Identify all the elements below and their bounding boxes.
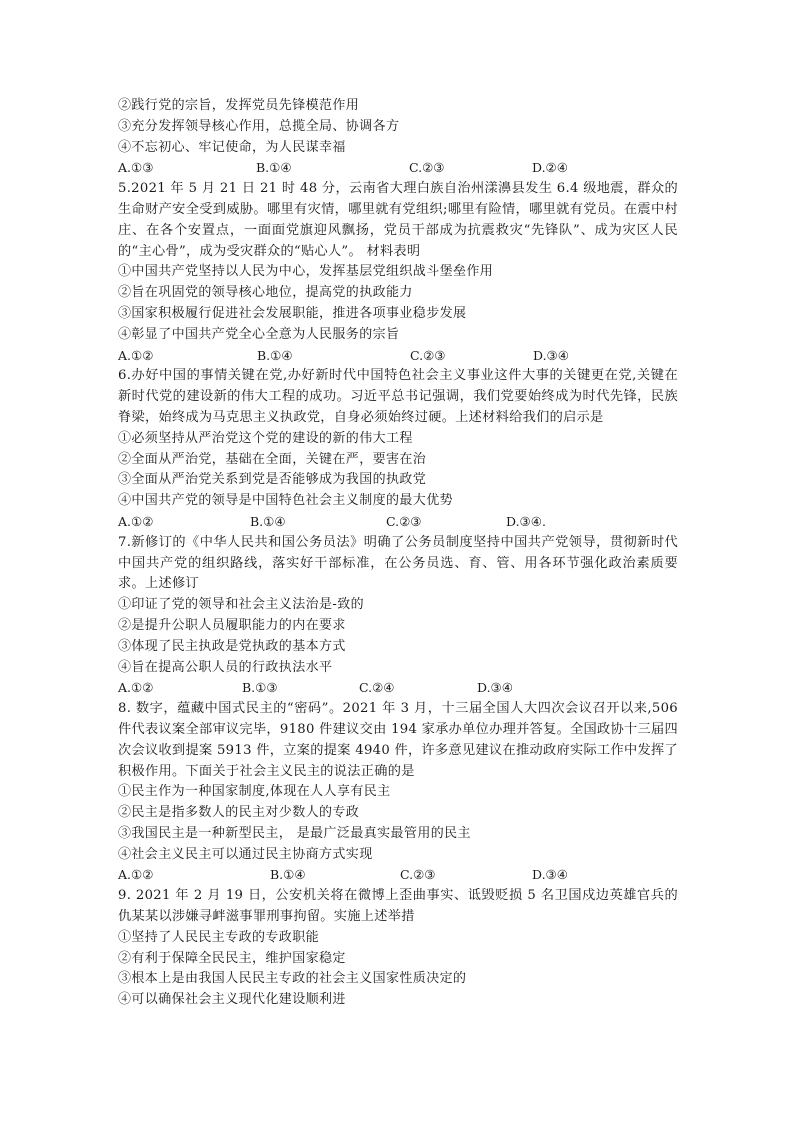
answer-item: ④旨在提高公职人员的行政执法水平 (118, 659, 333, 675)
choice-c: C.②④ (359, 680, 395, 696)
question-4-continued (118, 96, 678, 179)
answer-item: ②有利于保障全民民主，维护国家稳定 (118, 950, 346, 966)
choice-b: B.①④ (257, 347, 293, 363)
choice-row (118, 512, 678, 533)
choice-b: B.①④ (250, 513, 286, 529)
choice-a: A.①② (118, 513, 154, 529)
question-7 (118, 533, 678, 699)
choice-c: C.②③ (400, 867, 436, 883)
answer-item: ③根本上是由我国人民民主专政的社会主义国家性质决定的 (118, 971, 467, 987)
answer-item: ④社会主义民主可以通过民主协商方式实现 (118, 846, 373, 862)
choice-b: B.①③ (242, 680, 278, 696)
choice-row (118, 346, 678, 367)
answer-item: ①民主作为一种国家制度,体现在人人享有民主 (118, 784, 391, 800)
answer-item: ③全面从严治党关系到党是否能够成为我国的执政党 (118, 472, 427, 488)
answer-item: ②践行党的宗旨，发挥党员先锋模范作用 (118, 98, 360, 113)
answer-item: ④彰显了中国共产党全心全意为人民服务的宗旨 (118, 326, 400, 342)
choice-a: A.①② (118, 867, 154, 883)
answer-item: ②旨在巩固党的领导核心地位，提高党的执政能力 (118, 285, 413, 301)
question-stem: 6.办好中国的事情关键在党,办好新时代中国特色社会主义事业这件大事的关键更在党,关键在新时代党的建设新的伟大工程的成功。习近平总书记强调，我们党要始终成为时代先锋，民族脊梁，始终成为马克思主义执政党，自身必须始终过硬。上述材料给我们的启示是 (118, 368, 678, 425)
answer-item: ①中国共产党坚持以人民为中心，发挥基层党组织战斗堡垒作用 (118, 264, 494, 280)
question-stem: 7.新修订的《中华人民共和国公务员法》明确了公务员制度坚持中国共产党领导，贯彻新时代中国共产党的组织路线，落实好干部标准，在公务员选、育、管、用各环节强化政治素质要求。上述修订 (118, 534, 678, 592)
answer-item: ①坚持了人民民主专政的专政职能 (118, 929, 320, 945)
answer-item: ②民主是指多数人的民主对少数人的专政 (118, 805, 360, 821)
question-stem: 9. 2021 年 2 月 19 日，公安机关将在微博上歪曲事实、诋毁贬损 5 名卫国戍边英雄官兵的仇某某以涉嫌寻衅滋事罪刑事拘留。实施上述举措 (118, 888, 678, 925)
question-9 (118, 886, 678, 1011)
choice-b: B.①④ (270, 867, 306, 883)
answer-item: ③国家积极履行促进社会发展职能，推进各项事业稳步发展 (118, 305, 467, 321)
question-8 (118, 699, 678, 886)
answer-item: ④中国共产党的领导是中国特色社会主义制度的最大优势 (118, 493, 454, 509)
choice-d: D.②④ (532, 160, 568, 176)
choice-a: A.①② (118, 680, 154, 696)
question-5 (118, 179, 678, 366)
question-stem: 5.2021 年 5 月 21 日 21 时 48 分，云南省大理白族自治州漾濞县发生 6.4 级地震，群众的生命财产安全受到威胁。哪里有灾情，哪里就有党组织;哪里有险情，哪里就有党员。在震中村庄、在各个安置点，一面面党旗迎风飘扬，党员干部成为抗震救灾“先锋队”、成为灾区人民的“主心骨”，成为受灾群众的“贴心人”。 材料表明 (118, 181, 678, 259)
question-6 (118, 366, 678, 532)
choice-a: A.①② (118, 347, 154, 363)
choice-d: D.③④. (506, 513, 546, 529)
answer-item: ①必须坚持从严治党这个党的建设的新的伟大工程 (118, 430, 413, 446)
answer-item: ④可以确保社会主义现代化建设顺利进 (118, 992, 346, 1008)
answer-item: ④不忘初心、牢记使命，为人民谋幸福 (118, 139, 346, 155)
question-stem: 8. 数字，蕴藏中国式民主的“密码”。2021 年 3 月，十三届全国人大四次会议召开以来,506 件代表议案全部审议完毕，9180 件建议交由 194 家承办单位办理并答复。全国政协十三届四次会议收到提案 5913 件，立案的提案 4940 件，许多意见建议在推动政府实际工作中发挥了积极作用。下面关于社会主义民主的说法正确的是 (118, 701, 678, 779)
answer-item: ②是提升公职人员履职能力的内在要求 (118, 617, 346, 633)
choice-row (118, 678, 678, 699)
answer-item: ②全面从严治党，基础在全面，关键在严，要害在治 (118, 451, 427, 467)
answer-item: ③我国民主是一种新型民主， 是最广泛最真实最管用的民主 (118, 825, 471, 841)
answer-item: ③体现了民主执政是党执政的基本方式 (118, 638, 346, 654)
choice-a: A.①③ (118, 160, 154, 176)
choice-c: C.②③ (409, 160, 445, 176)
choice-d: D.③④ (533, 347, 569, 363)
choice-row (118, 865, 678, 886)
choice-d: D.③④ (532, 867, 568, 883)
choice-c: C.②③ (386, 513, 422, 529)
choice-c: C.②③ (410, 347, 446, 363)
answer-item: ③充分发挥领导核心作用，总揽全局、协调各方 (118, 118, 400, 134)
answer-item: ①印证了党的领导和社会主义法治是-致的 (118, 597, 364, 613)
exam-page (118, 96, 678, 1011)
choice-d: D.③④ (477, 680, 513, 696)
choice-b: B.①④ (256, 160, 292, 176)
choice-row (118, 158, 678, 179)
